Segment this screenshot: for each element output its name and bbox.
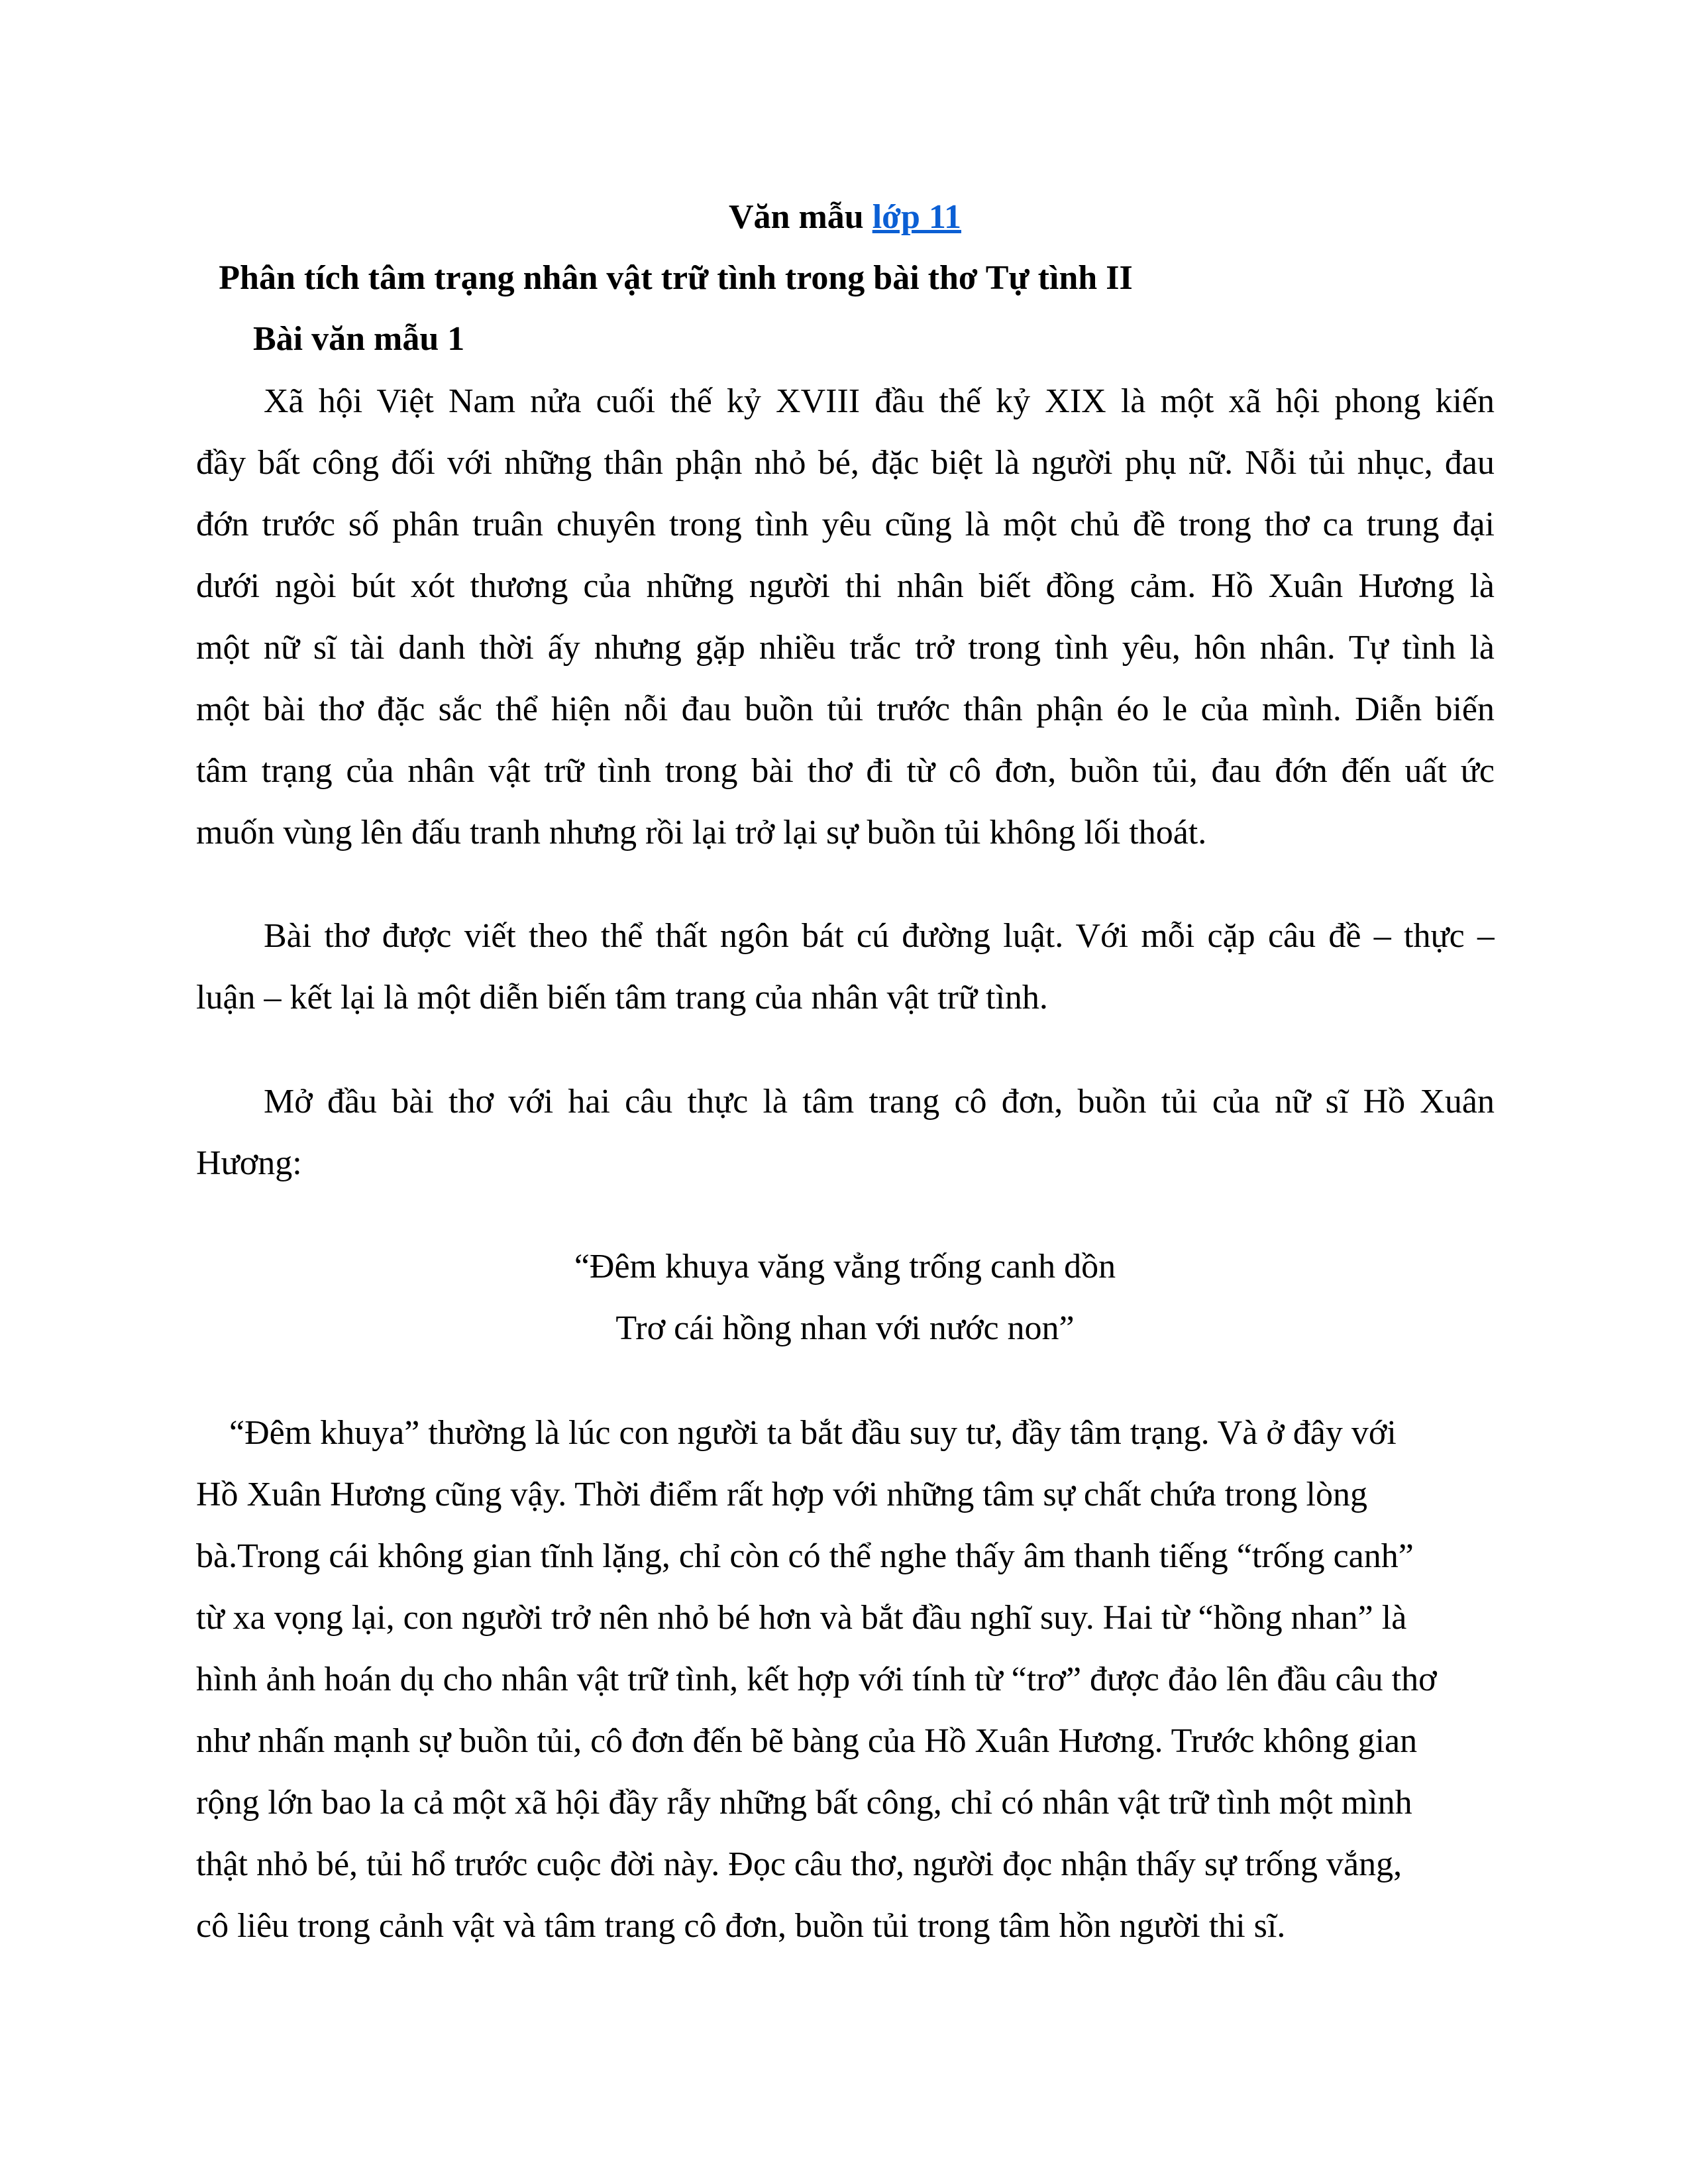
paragraph-2-line-2: luận – kết lại là một diễn biến tâm trang của nhân vật trữ tình. bbox=[196, 979, 1048, 1016]
document-subtitle: Phân tích tâm trạng nhân vật trữ tình trong bài thơ Tự tình II bbox=[219, 259, 1133, 297]
paragraph-1-line-4: dưới ngòi bút xót thương của những người thi nhân biết đồng cảm. Hồ Xuân Hương là bbox=[196, 567, 1495, 605]
paragraph-4-line-2: Hồ Xuân Hương cũng vậy. Thời điểm rất hợp với những tâm sự chất chứa trong lòng bbox=[196, 1476, 1367, 1513]
paragraph-1-line-5: một nữ sĩ tài danh thời ấy nhưng gặp nhiều trắc trở trong tình yêu, hôn nhân. Tự tình là bbox=[196, 629, 1495, 667]
title-prefix: Văn mẫu bbox=[728, 198, 864, 236]
document-title bbox=[0, 197, 1690, 237]
paragraph-1-line-2: đầy bất công đối với những thân phận nhỏ bé, đặc biệt là người phụ nữ. Nỗi tủi nhục, đau bbox=[196, 444, 1495, 482]
paragraph-4-line-8: thật nhỏ bé, tủi hổ trước cuộc đời này. Đọc câu thơ, người đọc nhận thấy sự trống vắng, bbox=[196, 1845, 1402, 1883]
paragraph-1-line-1: Xã hội Việt Nam nửa cuối thế kỷ XVIII đầu thế kỷ XIX là một xã hội phong kiến bbox=[264, 382, 1495, 420]
paragraph-2-line-1: Bài thơ được viết theo thể thất ngôn bát cú đường luật. Với mỗi cặp câu đề – thực – bbox=[264, 917, 1495, 955]
paragraph-3-line-2: Hương: bbox=[196, 1144, 302, 1182]
paragraph-1-line-7: tâm trạng của nhân vật trữ tình trong bài thơ đi từ cô đơn, buồn tủi, đau đớn đến uất ức bbox=[196, 752, 1495, 790]
paragraph-4-line-9: cô liêu trong cảnh vật và tâm trang cô đơn, buồn tủi trong tâm hồn người thi sĩ. bbox=[196, 1907, 1286, 1945]
paragraph-4-line-3: bà.Trong cái không gian tĩnh lặng, chỉ còn có thể nghe thấy âm thanh tiếng “trống canh” bbox=[196, 1537, 1414, 1575]
poem-line-2: Trơ cái hồng nhan với nước non” bbox=[615, 1309, 1075, 1347]
paragraph-1-line-8: muốn vùng lên đấu tranh nhưng rồi lại trở lại sự buồn tủi không lối thoát. bbox=[196, 814, 1207, 851]
paragraph-4-line-7: rộng lớn bao la cả một xã hội đầy rẫy những bất công, chỉ có nhân vật trữ tình một mình bbox=[196, 1784, 1412, 1822]
paragraph-4-line-4: từ xa vọng lại, con người trở nên nhỏ bé hơn và bắt đầu nghĩ suy. Hai từ “hồng nhan” là bbox=[196, 1599, 1407, 1637]
paragraph-4-line-6: như nhấn mạnh sự buồn tủi, cô đơn đến bẽ bàng của Hồ Xuân Hương. Trước không gian bbox=[196, 1722, 1418, 1760]
section-heading: Bài văn mẫu 1 bbox=[253, 320, 465, 358]
title-link[interactable]: lớp 11 bbox=[872, 198, 961, 236]
paragraph-1-line-6: một bài thơ đặc sắc thể hiện nỗi đau buồn tủi trước thân phận éo le của mình. Diễn biến bbox=[196, 690, 1495, 728]
paragraph-4-line-1: “Đêm khuya” thường là lúc con người ta bắt đầu suy tư, đầy tâm trạng. Và ở đây với bbox=[229, 1414, 1397, 1452]
poem-line-1: “Đêm khuya văng vẳng trống canh dồn bbox=[574, 1248, 1116, 1285]
paragraph-4-line-5: hình ảnh hoán dụ cho nhân vật trữ tình, kết hợp với tính từ “trơ” được đảo lên đầu câu thơ bbox=[196, 1661, 1437, 1698]
paragraph-3-line-1: Mở đầu bài thơ với hai câu thực là tâm trang cô đơn, buồn tủi của nữ sĩ Hồ Xuân bbox=[264, 1083, 1495, 1120]
paragraph-1-line-3: đớn trước số phân truân chuyên trong tình yêu cũng là một chủ đề trong thơ ca trung đại bbox=[196, 506, 1495, 543]
